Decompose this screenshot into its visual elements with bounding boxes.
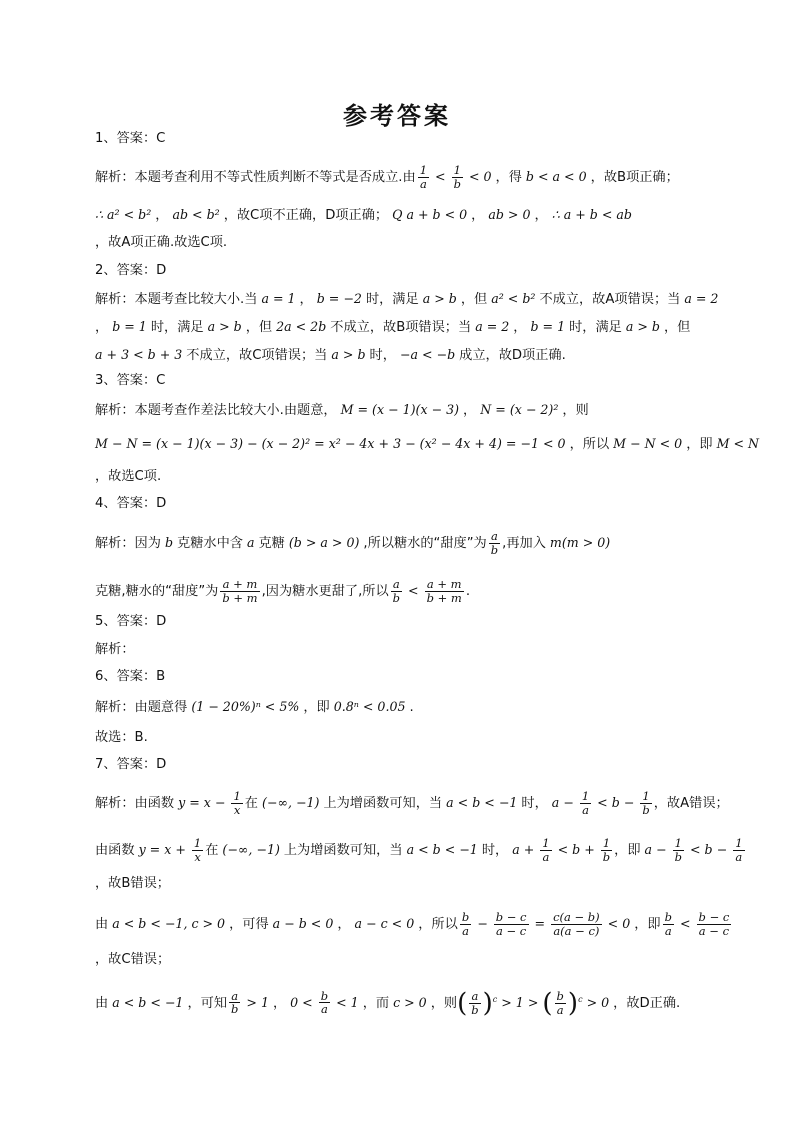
text-run: ，故A项正确.故选C项. [95, 235, 228, 250]
text-run: ，则 [562, 403, 589, 418]
line-q6e [95, 699, 414, 717]
fraction [697, 911, 732, 937]
line-q4 [95, 496, 166, 513]
math-expr: 0 < [286, 994, 317, 1010]
text-run: ， [513, 320, 527, 335]
denominator: b [674, 849, 682, 864]
text-run: . [409, 700, 414, 715]
text-run: 上为增函数可知，当 [283, 843, 403, 859]
text-run: ，所以 [569, 437, 610, 452]
math-expr: M − N < 0 [609, 436, 687, 451]
exponent: c [578, 994, 583, 1004]
denominator: a [462, 923, 469, 938]
text-run: ， [471, 208, 485, 223]
numerator: b − c [495, 910, 527, 924]
line-q4e1 [95, 530, 610, 556]
text-run: 解析：由函数 [95, 796, 175, 812]
line-q3e2 [95, 436, 759, 454]
numerator: 1 [601, 837, 612, 851]
text-run: ， [337, 917, 351, 933]
math-expr: a > b [327, 347, 370, 362]
fraction [540, 837, 551, 863]
line-q2e1 [95, 291, 718, 309]
math-expr: y = x − [174, 795, 230, 811]
text-run: 7、答案：D [95, 757, 167, 772]
line-q1e1 [95, 164, 679, 190]
paren-right: ) [567, 988, 579, 1018]
math-expr: a − b < 0 [268, 916, 338, 932]
math-expr: a − [547, 795, 578, 811]
numerator: b [320, 988, 329, 1003]
power-expr [457, 988, 498, 1018]
line-q6 [95, 669, 165, 686]
fraction [640, 790, 651, 816]
numerator: a + m [425, 578, 464, 592]
text-run: 时，满足 [365, 292, 419, 307]
math-expr: ∴ a + b < ab [547, 207, 632, 222]
math-expr: a > b [621, 319, 664, 334]
math-expr: a² < b² [487, 291, 540, 306]
text-run: 解析： [95, 642, 135, 657]
math-expr: c > 0 [389, 994, 431, 1010]
math-expr: 2a < 2b [272, 319, 331, 334]
line-q7e3 [95, 876, 170, 893]
text-run: ， [299, 292, 313, 307]
math-expr: b [160, 535, 178, 551]
text-run: . [465, 584, 471, 600]
text-run: 时， [481, 843, 509, 859]
numerator: 1 [542, 836, 550, 850]
numerator: a [469, 990, 480, 1004]
line-q5 [95, 614, 166, 631]
text-run: 克糖水中含 [177, 536, 243, 552]
math-expr: a < b < −1 [442, 795, 522, 811]
text-run: 不成立，故A项错误；当 [539, 292, 681, 307]
line-q7e6 [95, 987, 680, 1020]
text-run: ，故C项不正确，D项正确； [223, 208, 389, 223]
text-run: ,因为糖水更甜了,所以 [261, 584, 389, 600]
line-q1e2 [95, 207, 632, 225]
math-expr: m(m > 0) [545, 535, 611, 551]
fraction [489, 530, 500, 556]
numerator: b [664, 910, 672, 924]
text-run: 解析：本题考查作差法比较大小.由题意， [95, 403, 337, 418]
fraction [601, 837, 612, 863]
math-expr: −a < −b [395, 347, 460, 362]
fraction [494, 911, 529, 937]
line-q3e1 [95, 402, 589, 420]
text-run: ，但 [664, 320, 691, 335]
math-expr: < b − [686, 842, 732, 858]
math-expr: a = 2 [680, 291, 719, 306]
math-expr: < [404, 583, 423, 599]
text-run: ，而 [362, 995, 390, 1011]
math-expr: ab > 0 [484, 207, 535, 222]
math-expr: = [530, 916, 550, 932]
math-expr: a < b < −1 [108, 994, 188, 1010]
math-expr: M < N [712, 436, 760, 451]
line-q1e3 [95, 235, 227, 252]
math-expr: a = 1 [257, 291, 300, 306]
fraction [551, 911, 602, 937]
denominator: a [320, 1002, 328, 1017]
text-run: ，故选C项. [95, 469, 162, 484]
line-q2e2 [95, 319, 690, 337]
denominator: a [664, 923, 672, 938]
math-expr: > 1 > [497, 994, 543, 1010]
text-run: ,再加入 [502, 536, 546, 552]
text-run: ，即 [303, 700, 330, 715]
line-q5e [95, 642, 135, 659]
denominator: x [194, 849, 201, 864]
line-q1 [95, 131, 165, 148]
fraction [460, 911, 471, 937]
denominator: a [419, 176, 427, 191]
math-expr: Q a + b < 0 [388, 207, 472, 222]
fraction [733, 837, 744, 863]
fraction [663, 911, 674, 937]
denominator: b [392, 590, 401, 605]
text-run: 时， [521, 796, 548, 812]
text-run: ，即 [614, 843, 641, 859]
text-run: ，所以 [418, 917, 458, 933]
line-q2 [95, 263, 166, 280]
fraction [319, 990, 330, 1016]
power-expr [542, 988, 583, 1018]
numerator: b [556, 989, 564, 1004]
line-q7 [95, 757, 166, 774]
denominator: a [556, 1002, 564, 1017]
fraction [391, 578, 402, 604]
text-run: 1、答案：C [95, 131, 166, 146]
text-run: 不成立，故B项错误；当 [330, 320, 472, 335]
text-run: 时，满足 [150, 320, 204, 335]
denominator: b [490, 542, 499, 557]
line-q3e3 [95, 469, 161, 486]
fraction [231, 790, 242, 816]
fraction [192, 837, 203, 863]
denominator: x [233, 802, 241, 817]
math-expr: a + 3 < b + 3 [95, 347, 187, 362]
math-expr: (−∞, −1) [257, 795, 324, 811]
text-run: ，故D正确. [613, 995, 681, 1011]
math-expr: b = 1 [108, 319, 151, 334]
numerator: 1 [640, 790, 651, 804]
denominator: a [735, 849, 743, 864]
math-expr: N = (x − 2)² [476, 402, 563, 417]
numerator: a [489, 530, 500, 544]
text-run: ， [155, 208, 169, 223]
line-q4e2 [95, 578, 470, 604]
text-run: ,所以糖水的“甜度”为 [363, 536, 487, 552]
math-expr: a − [640, 842, 671, 858]
math-expr: b = 1 [526, 319, 570, 334]
math-expr: < [431, 169, 450, 185]
text-run: 解析：本题考查比较大小.当 [95, 292, 258, 307]
text-run: 故选：B. [95, 730, 148, 745]
numerator: b − c [698, 910, 730, 924]
text-run: 6、答案：B [95, 669, 166, 684]
numerator: a + m [220, 578, 259, 592]
text-run: ，故B项正确； [590, 170, 679, 186]
text-run: 由 [95, 917, 109, 933]
paren-left: ( [457, 988, 468, 1018]
math-expr: b < a < 0 [521, 169, 591, 185]
numerator: 1 [735, 836, 743, 850]
math-expr: (b > a > 0) [284, 535, 364, 551]
numerator: 1 [452, 164, 463, 178]
text-run: 在 [244, 796, 258, 812]
math-expr: b = −2 [312, 291, 366, 306]
numerator: 1 [673, 837, 684, 851]
text-run: ， [95, 320, 109, 335]
denominator: a(a − c) [553, 923, 600, 938]
fraction [673, 837, 684, 863]
line-q6s [95, 730, 148, 747]
math-expr: a [242, 535, 259, 551]
text-run: ， [463, 403, 477, 418]
math-expr: M − N = (x − 1)(x − 3) − (x − 2)² = x² − 4x + 3 − (x² − 4x + 4) = −1 < 0 [95, 436, 570, 451]
text-run: 在 [205, 843, 219, 859]
denominator: a − c [698, 923, 730, 938]
text-run: 解析：本题考查利用不等式性质判断不等式是否成立.由 [95, 170, 416, 186]
denominator: b [231, 1002, 239, 1017]
paren-right: ) [482, 988, 493, 1018]
denominator: a − c [496, 923, 527, 938]
exponent: c [492, 994, 498, 1004]
text-run: ，则 [430, 995, 458, 1011]
math-expr: a > b [418, 291, 461, 306]
math-expr: M = (x − 1)(x − 3) [336, 402, 464, 417]
math-expr: (−∞, −1) [218, 842, 284, 858]
numerator: a [229, 990, 240, 1004]
line-q3 [95, 373, 165, 390]
math-expr: 0.8ⁿ < 0.05 [329, 699, 410, 714]
text-run: ，可知 [187, 995, 228, 1011]
denominator: b [471, 1002, 479, 1017]
math-expr: < 1 [332, 994, 363, 1010]
math-expr: a < b < −1, c > 0 [108, 916, 230, 932]
text-run: ，可得 [229, 917, 269, 933]
fraction [418, 164, 429, 190]
denominator: b [453, 176, 461, 191]
numerator: a [391, 578, 402, 592]
numerator: b [461, 910, 470, 924]
math-expr: < 0 [603, 916, 635, 932]
math-expr: < 0 [464, 169, 496, 185]
text-run: ， [534, 208, 548, 223]
text-run: ，故B错误； [95, 876, 170, 891]
numerator: 1 [193, 836, 202, 850]
math-expr: > 1 [242, 994, 273, 1010]
text-run: 时，满足 [569, 320, 622, 335]
math-expr: a < b < −1 [402, 842, 482, 858]
text-run: ，得 [495, 170, 522, 186]
text-run: ，故A错误； [653, 796, 729, 812]
numerator: c(a − b) [553, 910, 600, 924]
math-expr: a > b [203, 319, 246, 334]
text-run: 克糖 [258, 536, 285, 552]
math-expr: ab < b² [168, 207, 224, 222]
text-run: ，即 [686, 437, 713, 452]
fraction [452, 164, 463, 190]
denominator: b [602, 849, 611, 864]
math-expr: < b − [593, 795, 639, 811]
math-expr: > 0 [582, 994, 614, 1010]
line-q7e4 [95, 911, 733, 937]
line-q7e1 [95, 790, 729, 816]
text-run: ，故C错误； [95, 952, 171, 967]
denominator: a [582, 802, 589, 817]
page-title: 参考答案 [343, 102, 451, 130]
fraction [425, 578, 464, 604]
paren-left: ( [542, 988, 553, 1018]
text-run: 解析：由题意得 [95, 700, 188, 715]
denominator: a [542, 849, 550, 864]
math-expr: − [473, 916, 492, 932]
text-run: ，但 [460, 292, 488, 307]
numerator: 1 [233, 789, 241, 803]
text-run: ，即 [634, 917, 661, 933]
text-run: 时， [369, 348, 396, 363]
text-run: 3、答案：C [95, 373, 166, 388]
math-expr: a − c < 0 [350, 916, 419, 932]
text-run: 由 [95, 995, 109, 1011]
fraction [229, 990, 240, 1016]
fraction [220, 578, 259, 604]
math-expr: < b + [553, 842, 599, 858]
text-run: 克糖,糖水的“甜度”为 [95, 584, 219, 600]
text-run: ， [272, 995, 287, 1011]
text-run: 4、答案：D [95, 496, 167, 511]
line-q7e2 [95, 837, 747, 863]
numerator: 1 [581, 789, 590, 803]
math-expr: y = x + [134, 842, 190, 858]
text-run: 不成立，故C项错误；当 [186, 348, 328, 363]
math-expr: a = 2 [471, 319, 514, 334]
text-run: 2、答案：D [95, 263, 167, 278]
text-run: 5、答案：D [95, 614, 167, 629]
text-run: 上为增函数可知，当 [323, 796, 443, 812]
denominator: b [642, 802, 650, 817]
text-run: 由函数 [95, 843, 135, 859]
math-expr: (1 − 20%)ⁿ < 5% [187, 699, 304, 714]
math-expr: ∴ a² < b² [95, 207, 156, 222]
text-run: 解析：因为 [95, 536, 161, 552]
text-run: 成立，故D项正确. [459, 348, 566, 363]
math-expr: a + [508, 842, 539, 858]
text-run: ，但 [245, 320, 273, 335]
line-q7e5 [95, 952, 170, 969]
line-q2e3 [95, 347, 566, 365]
numerator: 1 [419, 163, 428, 177]
math-expr: < [675, 916, 695, 932]
fraction [580, 790, 591, 816]
denominator: b + m [426, 590, 462, 605]
fraction [555, 990, 566, 1016]
denominator: b + m [222, 590, 258, 605]
fraction [469, 990, 480, 1016]
